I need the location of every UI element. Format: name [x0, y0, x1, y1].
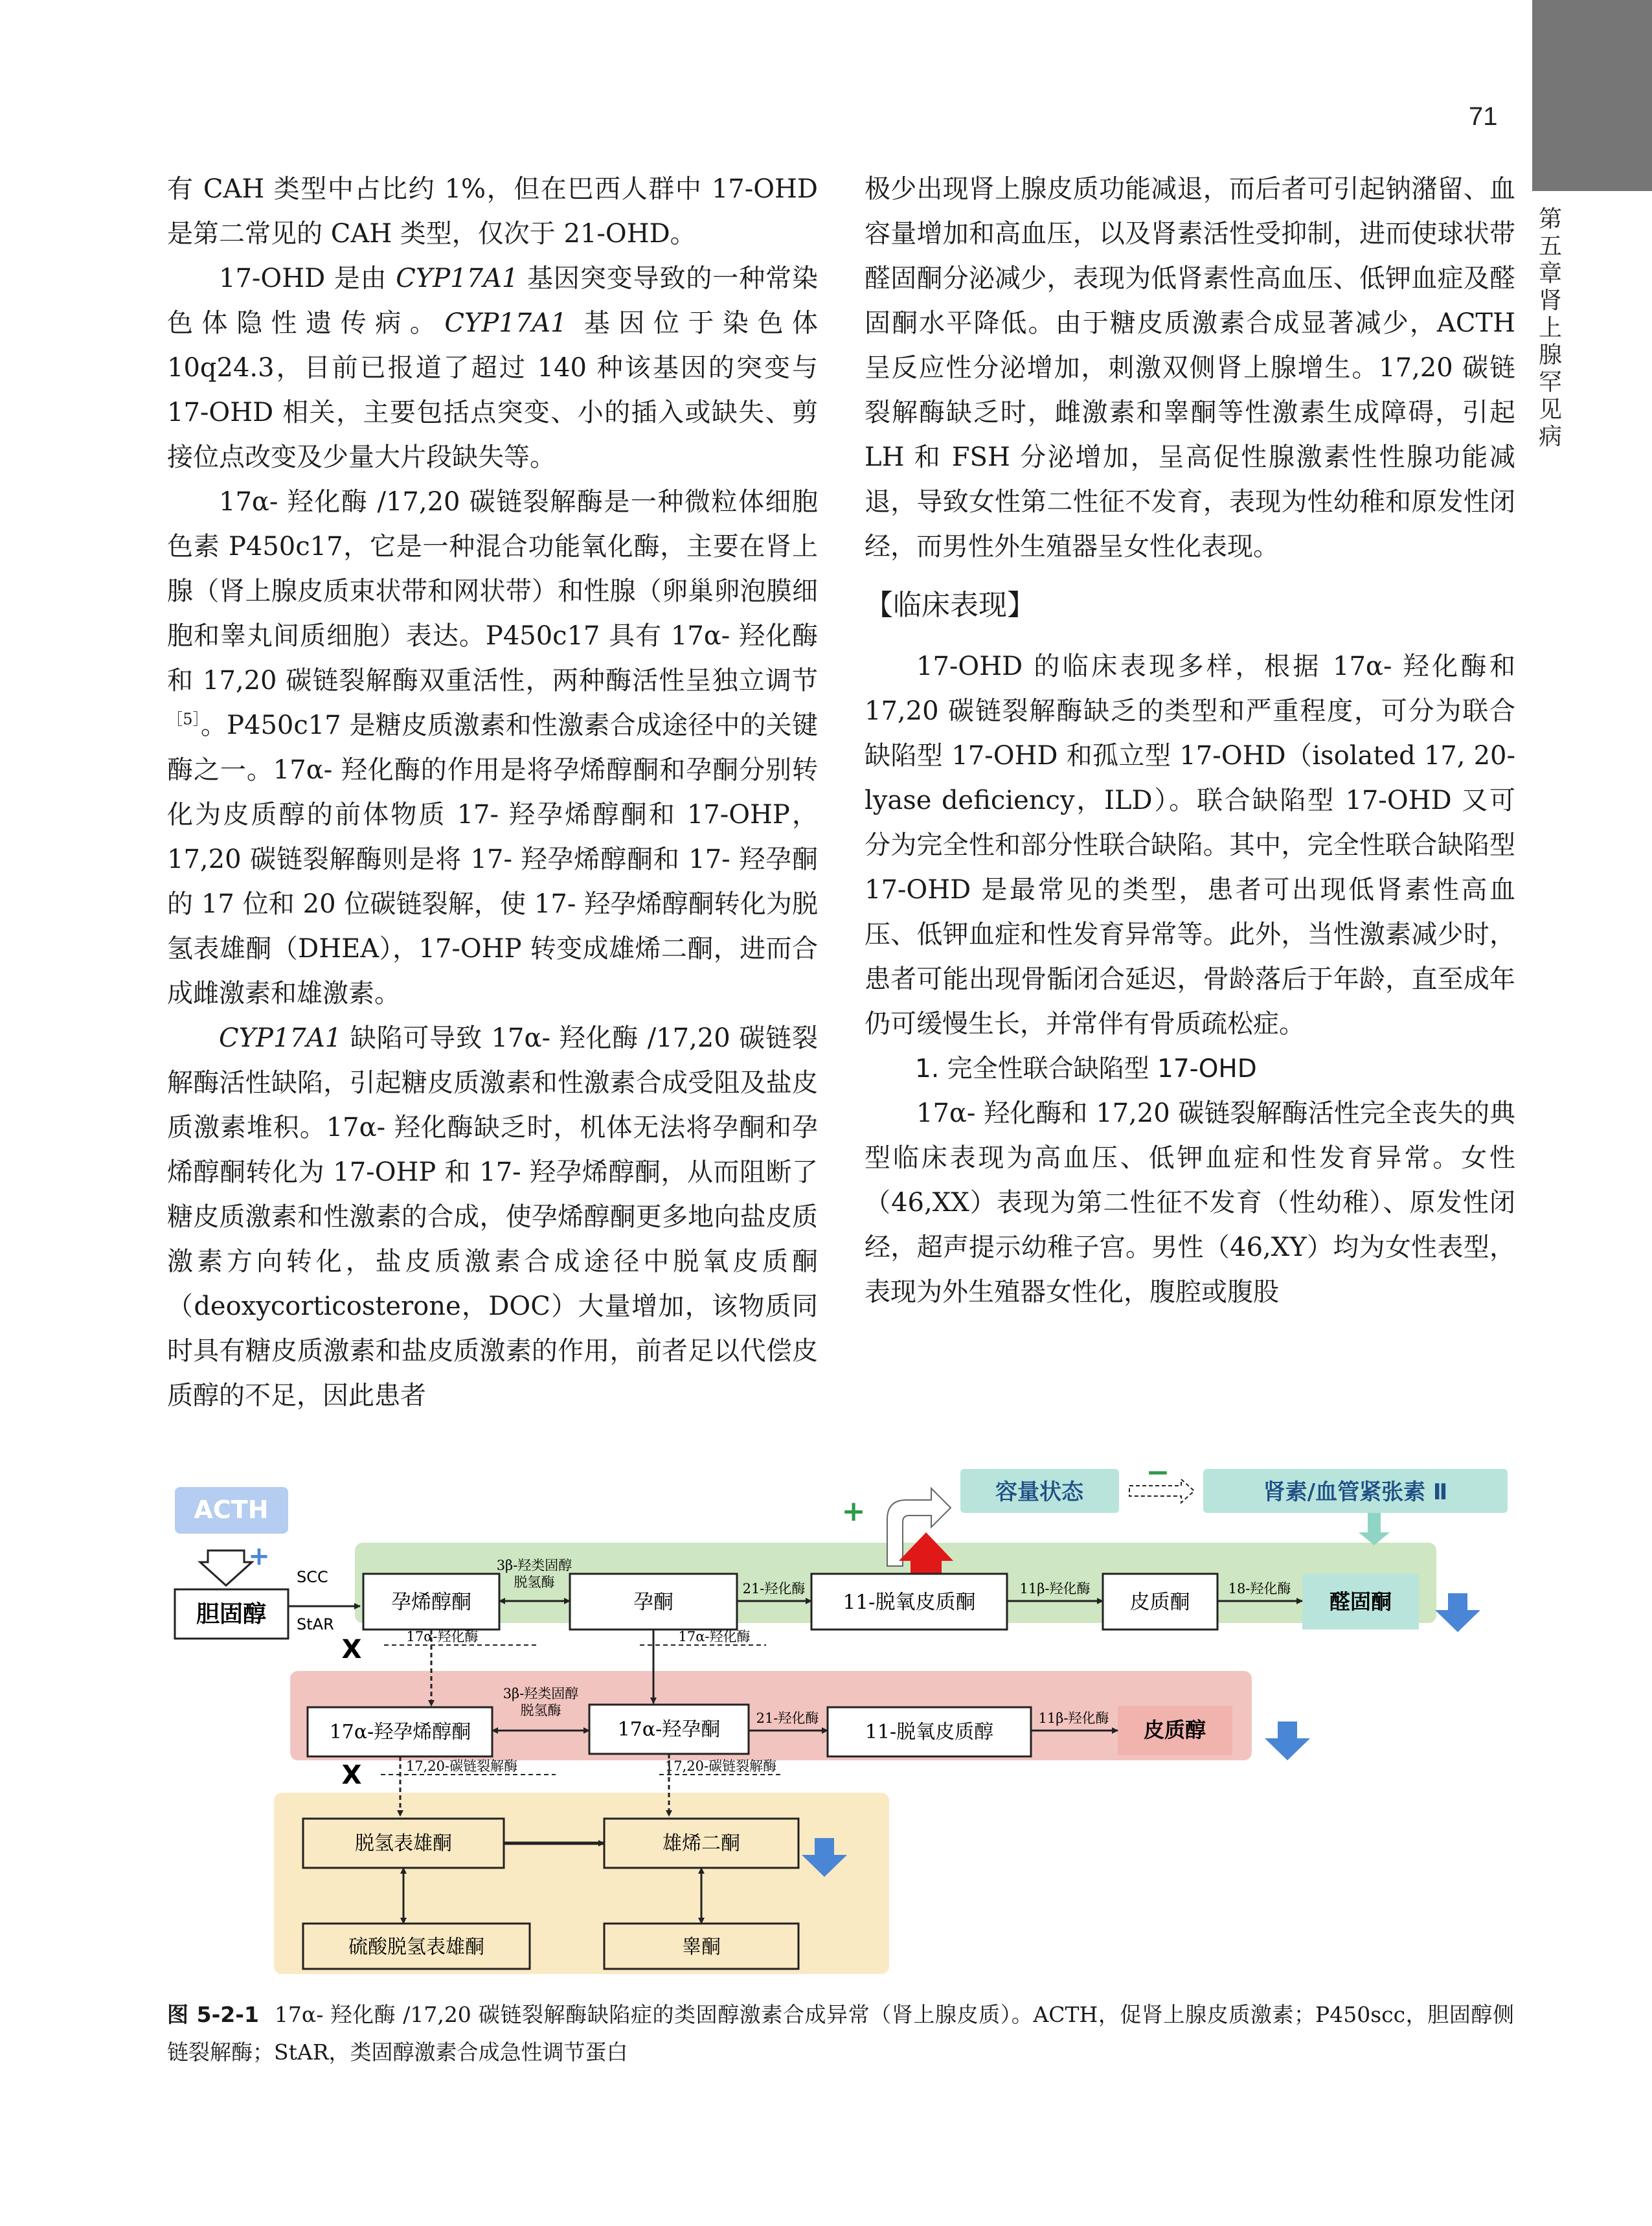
11-deoxycortisol-label: 11-脱氧皮质醇 [865, 1721, 994, 1743]
right-paragraph-2: 17-OHD 的临床表现多样，根据 17α- 羟化酶和 17,20 碳链裂解酶缺乏的类型和严重程度，可分为联合缺陷型 17-OHD 和孤立型 17-OHD（isolated 17, 20-lyase deficiency，ILD）。联合缺陷型 17-OHD 又可分为完全性和部分性联合缺陷。其中，完全性联合缺陷型 17-OHD 是最常见的类型，患者可出现低肾素性高血压、低钾血症和性发育异常等。此外，当性激素减少时，患者可能出现骨骺闭合延迟，骨龄落后于年龄，直至成年仍可缓慢生长，并常伴有骨质疏松症。 [865, 652, 1515, 1039]
volume-state-label: 容量状态 [995, 1479, 1083, 1505]
gene-name: CYP17A1 [396, 264, 519, 293]
cortisol-label: 皮质醇 [1143, 1718, 1206, 1742]
17oh-pregnenolone-label: 17α-羟孕烯醇酮 [329, 1721, 471, 1743]
page-number: 71 [1469, 102, 1498, 131]
sub-heading: 1. 完全性联合缺陷型 17-OHD [915, 1054, 1257, 1084]
pregnenolone-label: 孕烯醇酮 [391, 1591, 471, 1614]
cortisol-down-arrow [1265, 1721, 1310, 1760]
figure-caption-text: 17α- 羟化酶 /17,20 碳链裂解酶缺陷症的类固醇激素合成异常（肾上腺皮质）。ACTH，促肾上腺皮质激素；P450scc，胆固醇侧链裂解酶；StAR，类固醇激素合成急性调节蛋白 [167, 2002, 1514, 2065]
acth-label: ACTH [194, 1495, 269, 1524]
volume-plus-sign: + [841, 1495, 866, 1528]
chapter-tab-block [1532, 0, 1652, 191]
17oh-progesterone-label: 17α-羟孕酮 [617, 1718, 721, 1741]
testosterone-label: 睾酮 [682, 1936, 721, 1959]
enzyme-1720-lyase-label: 17,20-碳链裂解酶 [405, 1758, 518, 1774]
corticosterone-label: 皮质酮 [1129, 1591, 1190, 1614]
deoxycorticosterone-label: 11-脱氧皮质酮 [843, 1591, 976, 1614]
left-paragraph-2: 17-OHD 是由 CYP17A1 基因突变导致的一种常染色体隐性遗传病。CYP17A1 基因位于染色体 10q24.3，目前已报道了超过 140 种该基因的突变与 17-OHD 相关，主要包括点突变、小的插入或缺失、剪接位点改变及少量大片段缺失等。 [167, 264, 819, 472]
dhea-label: 脱氢表雄酮 [355, 1832, 452, 1855]
gene-name: CYP17A1 [219, 1023, 342, 1053]
enzyme-11b-hydroxylase-label: 11β-羟化酶 [1019, 1581, 1091, 1596]
scc-label: SCC [297, 1568, 328, 1586]
left-paragraph-1: 有 CAH 类型中占比约 1%，但在巴西人群中 17-OHD 是第二常见的 CAH 类型，仅次于 21-OHD。 [167, 174, 818, 249]
renin-down-arrow [1359, 1513, 1390, 1545]
enzyme-3b-hsd-label-row2-2: 脱氢酶 [520, 1703, 561, 1718]
enzyme-11b-hydroxylase-label-row2: 11β-羟化酶 [1038, 1710, 1109, 1726]
acth-plus-sign: + [248, 1541, 270, 1571]
figure-caption [167, 1996, 1514, 2071]
enzyme-1720-lyase-label-2: 17,20-碳链裂解酶 [664, 1758, 777, 1774]
right-column [865, 167, 1515, 1315]
steroid-pathway-figure [167, 1456, 1508, 1987]
enzyme-21-hydroxylase-label-row2: 21-羟化酶 [756, 1710, 819, 1726]
acth-down-arrow [200, 1550, 252, 1585]
enzyme-3b-hsd-label-row2: 3β-羟类固醇 [503, 1686, 579, 1701]
section-heading: 【临床表现】 [865, 589, 1035, 622]
renin-minus-sign: − [1146, 1456, 1170, 1489]
chapter-side-title: 第五章 肾上腺罕见病 [1538, 206, 1562, 450]
aldosterone-down-arrow [1435, 1593, 1480, 1632]
enzyme-21-hydroxylase-label: 21-羟化酶 [742, 1581, 806, 1596]
enzyme-3b-hsd-label-2: 脱氢酶 [514, 1574, 555, 1590]
aldosterone-label: 醛固酮 [1329, 1589, 1392, 1614]
progesterone-label: 孕酮 [633, 1591, 673, 1614]
block-x-mark-2: X [341, 1760, 362, 1790]
right-paragraph-1: 极少出现肾上腺皮质功能减退，而后者可引起钠潴留、血容量增加和高血压，以及肾素活性受抑制，进而使球状带醛固酮分泌减少，表现为低肾素性高血压、低钾血症及醛固酮水平降低。由于糖皮质激素合成显著减少，ACTH 呈反应性分泌增加，刺激双侧肾上腺增生。17,20 碳链裂解酶缺乏时，雌激素和睾酮等性激素生成障碍，引起 LH 和 FSH 分泌增加，呈高促性腺激素性性腺功能减退，导致女性第二性征不发育，表现为性幼稚和原发性闭经，而男性外生殖器呈女性化表现。 [865, 174, 1515, 562]
block-x-mark-1: X [341, 1635, 362, 1664]
enzyme-17a-hydroxylase-label: 17α-羟化酶 [406, 1629, 479, 1644]
enzyme-3b-hsd-label: 3β-羟类固醇 [496, 1558, 572, 1573]
right-paragraph-3: 17α- 羟化酶和 17,20 碳链裂解酶活性完全丧失的典型临床表现为高血压、低钾血症和性发育异常。女性（46,XX）表现为第二性征不发育（性幼稚）、原发性闭经，超声提示幼稚子宫。男性（46,XY）均为女性表型，表现为外生殖器女性化，腹腔或腹股 [865, 1098, 1515, 1307]
androstenedione-label: 雄烯二酮 [662, 1832, 740, 1855]
left-paragraph-3: 17α- 羟化酶 /17,20 碳链裂解酶是一种微粒体细胞色素 P450c17，它是一种混合功能氧化酶，主要在肾上腺（肾上腺皮质束状带和网状带）和性腺（卵巢卵泡膜细胞和睾丸间质细胞）表达。P450c17 具有 17α- 羟化酶和 17,20 碳链裂解酶双重活性，两种酶活性呈独立调节$^{[5]}$。P450c17 是糖皮质激素和性激素合成途径中的关键酶之一。17α- 羟化酶的作用是将孕烯醇酮和孕酮分别转化为皮质醇的前体物质 17- 羟孕烯醇酮和 17-OHP，17,20 碳链裂解酶则是将 17- 羟孕烯醇酮和 17- 羟孕酮的 17 位和 20 位碳链裂解，使 17- 羟孕烯醇酮转化为脱氢表雄酮（DHEA），17-OHP 转变成雄烯二酮，进而合成雌激素和雄激素。 [167, 487, 818, 1008]
figure-caption-label: 图 5-2-1 [167, 2002, 259, 2027]
left-paragraph-4: CYP17A1 缺陷可导致 17α- 羟化酶 /17,20 碳链裂解酶活性缺陷，引起糖皮质激素和性激素合成受阻及盐皮质激素堆积。17α- 羟化酶缺乏时，机体无法将孕酮和孕烯醇酮转化为 17-OHP 和 17- 羟孕烯醇酮，从而阻断了糖皮质激素和性激素的合成，使孕烯醇酮更多地向盐皮质激素方向转化，盐皮质激素合成途径中脱氧皮质酮（deoxycorticosterone，DOC）大量增加，该物质同时具有糖皮质激素和盐皮质激素的作用，前者足以代偿皮质醇的不足，因此患者 [167, 1023, 818, 1411]
star-label: StAR [297, 1615, 334, 1633]
enzyme-17a-hydroxylase-label-2: 17α-羟化酶 [678, 1629, 751, 1644]
enzyme-18-hydroxylase-label: 18-羟化酶 [1228, 1581, 1291, 1596]
cholesterol-label: 胆固醇 [196, 1601, 267, 1628]
left-column [167, 167, 818, 1418]
reference-mark: ［5］ [167, 710, 201, 729]
gene-name: CYP17A1 [444, 308, 567, 338]
dhea-s-label: 硫酸脱氢表雄酮 [348, 1936, 484, 1959]
renin-angiotensin-label: 肾素/血管紧张素 Ⅱ [1263, 1479, 1448, 1505]
